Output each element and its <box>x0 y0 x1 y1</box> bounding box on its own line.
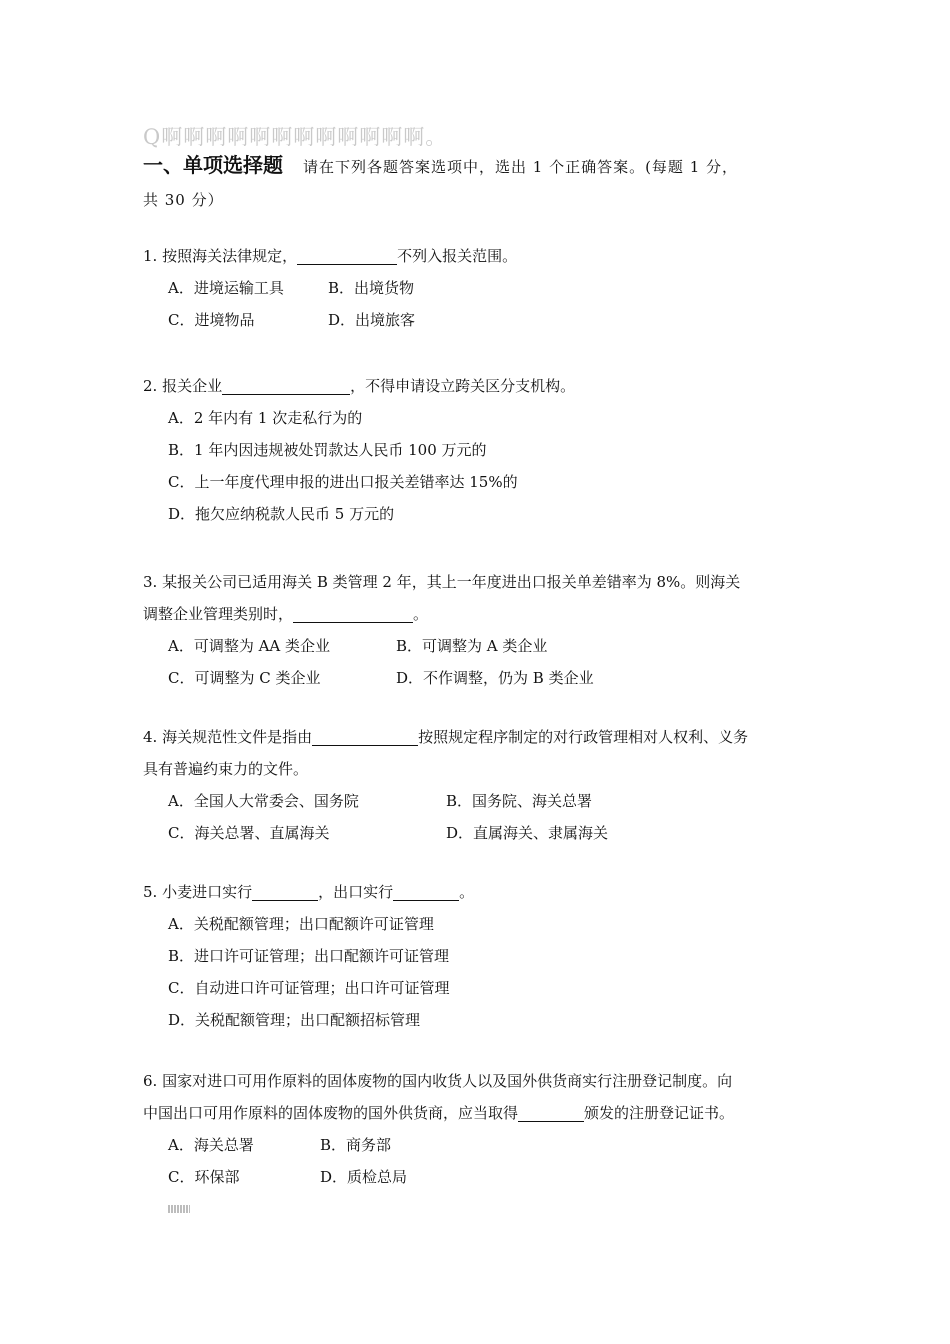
answer-blank <box>297 244 397 265</box>
option-d: D．关税配额管理；出口配额招标管理 <box>168 1011 421 1029</box>
option-a: A．关税配额管理；出口配额许可证管理 <box>168 915 434 933</box>
option-a: A．可调整为 AA 类企业 <box>168 637 331 655</box>
section-instruction-cont: 共 30 分） <box>143 191 224 209</box>
section-title: 一、单项选择题 <box>143 153 283 177</box>
question-5 <box>143 876 813 1036</box>
question-stem: 6. 国家对进口可用作原料的固体废物的国内收货人以及国外供货商实行注册登记制度。向 <box>143 1072 733 1090</box>
question-stem-cont: 具有普遍约束力的文件。 <box>143 760 309 778</box>
question-stem: 4. 海关规范性文件是指由 按照规定程序制定的对行政管理相对人权利、义务 <box>143 721 813 753</box>
option-c: C．上一年度代理申报的进出口报关差错率达 15%的 <box>168 473 518 491</box>
option-c: C．自动进口许可证管理；出口许可证管理 <box>168 979 450 997</box>
answer-blank <box>312 725 418 746</box>
question-3 <box>143 566 813 694</box>
section-header <box>143 150 813 218</box>
question-stem-cont: 中国出口可用作原料的固体废物的国外供货商，应当取得 颁发的注册登记证书。 <box>143 1097 813 1129</box>
option-b: B．出境货物 <box>328 279 415 297</box>
question-1 <box>143 240 813 336</box>
option-b: B．进口许可证管理；出口配额许可证管理 <box>168 947 450 965</box>
option-b: B．1 年内因违规被处罚款达人民币 100 万元的 <box>168 441 487 459</box>
question-2 <box>143 370 813 530</box>
question-stem: 1. 按照海关法律规定， 不列入报关范围。 <box>143 240 813 272</box>
option-d: D．直属海关、隶属海关 <box>446 824 609 842</box>
question-6 <box>143 1065 813 1193</box>
answer-blank <box>252 880 318 901</box>
option-a: A．进境运输工具 <box>168 279 284 297</box>
answer-blank <box>222 374 350 395</box>
footer-mark <box>168 1205 190 1213</box>
option-a: A．2 年内有 1 次走私行为的 <box>168 409 363 427</box>
option-a: A．全国人大常委会、国务院 <box>168 792 359 810</box>
option-d: D．拖欠应纳税款人民币 5 万元的 <box>168 505 395 523</box>
section-instruction: 请在下列各题答案选项中，选出 1 个正确答案。(每题 1 分， <box>303 158 739 176</box>
answer-blank <box>518 1101 584 1122</box>
question-stem: 5. 小麦进口实行 ，出口实行 。 <box>143 876 813 908</box>
option-b: B．商务部 <box>320 1136 392 1154</box>
option-c: C．环保部 <box>168 1168 240 1186</box>
option-c: C．可调整为 C 类企业 <box>168 669 321 687</box>
option-b: B．国务院、海关总署 <box>446 792 593 810</box>
answer-blank <box>393 880 459 901</box>
option-c: C．进境物品 <box>168 311 255 329</box>
option-d: D．质检总局 <box>320 1168 408 1186</box>
option-d: D．出境旅客 <box>328 311 416 329</box>
option-b: B．可调整为 A 类企业 <box>396 637 548 655</box>
question-stem: 3. 某报关公司已适用海关 B 类管理 2 年，其上一年度进出口报关单差错率为 8%。则海关 <box>143 573 741 591</box>
question-4 <box>143 721 813 849</box>
watermark-text: Q啊啊啊啊啊啊啊啊啊啊啊啊。 <box>143 125 448 149</box>
option-d: D．不作调整，仍为 B 类企业 <box>396 669 594 687</box>
option-c: C．海关总署、直属海关 <box>168 824 330 842</box>
question-stem: 2. 报关企业 ，不得申请设立跨关区分支机构。 <box>143 370 813 402</box>
question-stem-cont: 调整企业管理类别时， 。 <box>143 598 813 630</box>
option-a: A．海关总署 <box>168 1136 254 1154</box>
answer-blank <box>293 602 413 623</box>
